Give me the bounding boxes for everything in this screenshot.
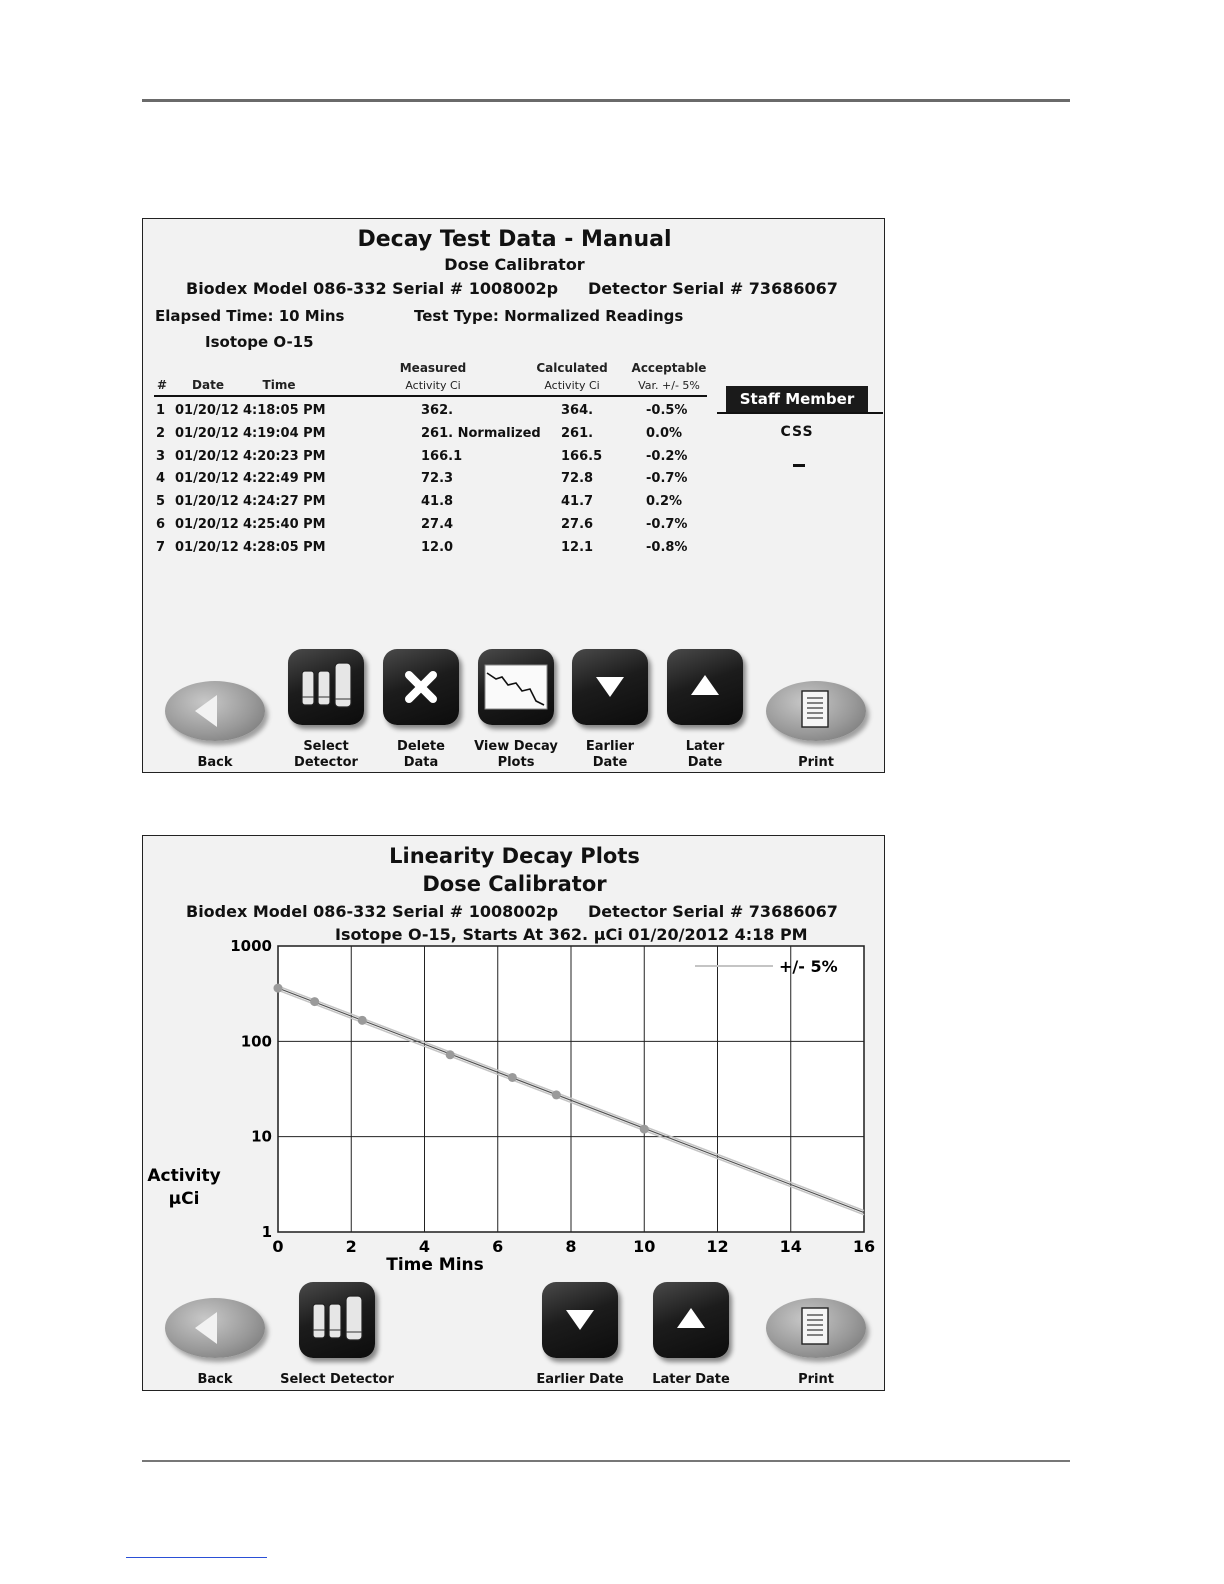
y-tick-label: 1 (261, 1223, 272, 1241)
later-date-label: Later Date (652, 1372, 730, 1387)
cell-calculated: 41.7 (561, 494, 594, 510)
print-button[interactable] (766, 681, 866, 741)
cell-time: 4:20:23 PM (243, 448, 326, 464)
col-header-time: Time (262, 378, 296, 392)
screen-subtitle: Dose Calibrator (444, 255, 585, 274)
cell-variance: -0.2% (646, 448, 688, 464)
cell-date: 01/20/12 (175, 517, 239, 532)
cell-date: 01/20/12 (175, 494, 239, 510)
x-tick-label: 8 (565, 1237, 577, 1256)
detector-serial: Detector Serial # 73686067 (588, 279, 838, 298)
back-label: Back (197, 1372, 233, 1387)
decay-test-screen (142, 218, 885, 773)
y-tick-label: 10 (251, 1127, 272, 1146)
cell-time: 4:25:40 PM (243, 517, 326, 532)
cell-variance: 0.2% (646, 494, 683, 510)
y-axis-unit: µCi (168, 1189, 200, 1209)
earlier-date-label: Earlier Date (536, 1372, 624, 1387)
header-rule (142, 99, 1070, 102)
detector-tubes-icon (299, 1282, 375, 1358)
view-decay-plots-label: View Decay Plots (474, 739, 558, 770)
cell-date: 01/20/12 (175, 425, 239, 441)
x-tick-label: 2 (345, 1237, 357, 1256)
cell-num: 1 (156, 403, 166, 418)
select-detector-label: Select Detector (294, 739, 358, 770)
print-button[interactable] (766, 1298, 866, 1358)
later-date-button[interactable] (653, 1282, 729, 1358)
cell-time: 4:18:05 PM (243, 403, 326, 418)
delete-data-label: Delete Data (397, 739, 445, 770)
test-type: Test Type: Normalized Readings (414, 307, 684, 325)
measured-data-point (358, 1016, 367, 1025)
cell-calculated: 12.1 (561, 539, 594, 555)
detector-tubes-icon (288, 649, 364, 725)
y-tick-label: 1000 (230, 937, 272, 955)
cell-date: 01/20/12 (175, 471, 239, 487)
legend-label: +/- 5% (779, 957, 838, 976)
cell-variance: -0.8% (646, 539, 688, 555)
cell-num: 5 (156, 494, 166, 510)
measured-data-point (508, 1073, 517, 1082)
back-arrow-icon (165, 1298, 265, 1358)
measured-data-point (552, 1090, 561, 1099)
cell-measured: 27.4 (421, 517, 454, 532)
decay-chart (143, 836, 886, 1286)
earlier-date-button[interactable] (542, 1282, 618, 1358)
y-tick-label: 100 (240, 1032, 272, 1051)
back-label: Back (197, 755, 233, 770)
x-tick-label: 6 (492, 1237, 504, 1256)
x-tick-label: 4 (418, 1237, 431, 1256)
x-tick-label: 16 (852, 1237, 876, 1256)
cell-measured: 12.0 (421, 539, 454, 555)
staff-entry-dash (793, 464, 805, 467)
elapsed-time: Elapsed Time: 10 Mins (155, 307, 345, 325)
screen-title: Decay Test Data - Manual (357, 227, 672, 252)
document-icon (766, 1298, 866, 1358)
cell-date: 01/20/12 (175, 448, 239, 464)
cell-num: 6 (156, 517, 166, 532)
cell-variance: -0.5% (646, 403, 688, 418)
select-detector-button[interactable] (299, 1282, 375, 1358)
x-tick-label: 14 (779, 1237, 802, 1256)
select-detector-label: Select Detector (280, 1372, 394, 1387)
view-decay-plots-button[interactable] (478, 649, 554, 725)
later-date-button[interactable] (667, 649, 743, 725)
measured-data-point (274, 984, 283, 993)
cell-date: 01/20/12 (175, 403, 239, 418)
cell-calculated: 27.6 (561, 517, 594, 532)
print-label: Print (798, 1372, 834, 1387)
footer-rule (142, 1460, 1070, 1462)
close-icon (383, 649, 459, 725)
x-tick-label: 0 (272, 1237, 284, 1256)
document-icon (766, 681, 866, 741)
staff-divider (717, 412, 883, 414)
col-header-calculated: Calculated Activity Ci (536, 361, 608, 392)
earlier-date-label: Earlier Date (585, 739, 635, 770)
measured-data-point (446, 1050, 455, 1059)
col-header-date: Date (192, 378, 224, 392)
cell-measured: 362. (421, 403, 454, 418)
cell-num: 7 (156, 539, 166, 555)
detector-serial: Detector Serial # 73686067 (588, 902, 838, 921)
x-tick-label: 10 (633, 1237, 656, 1256)
col-header-measured: Measured Activity Ci (399, 361, 467, 392)
col-header-num: # (156, 378, 168, 392)
arrow-down-icon (572, 649, 648, 725)
x-axis-label: Time Mins (386, 1255, 484, 1275)
cell-time: 4:24:27 PM (243, 494, 326, 510)
table-header-divider (154, 395, 707, 397)
cell-num: 3 (156, 448, 166, 464)
cell-calculated: 364. (561, 403, 594, 418)
staff-member-header: Staff Member (726, 386, 868, 412)
y-axis-label: Activity (147, 1166, 221, 1186)
model-serial: Biodex Model 086-332 Serial # 1008002p (186, 279, 559, 298)
x-tick-label: 12 (706, 1237, 729, 1256)
cell-variance: -0.7% (646, 517, 688, 532)
delete-data-button[interactable] (383, 649, 459, 725)
arrow-up-icon (667, 649, 743, 725)
print-label: Print (798, 755, 834, 770)
cell-measured: 261. Normalized (421, 425, 541, 441)
cell-variance: 0.0% (646, 425, 683, 441)
arrow-up-icon (653, 1282, 729, 1358)
measured-data-point (310, 997, 319, 1006)
earlier-date-button[interactable] (572, 649, 648, 725)
cell-time: 4:22:49 PM (243, 471, 326, 487)
cell-calculated: 261. (561, 425, 594, 441)
arrow-down-icon (542, 1282, 618, 1358)
cell-time: 4:28:05 PM (243, 539, 326, 555)
back-arrow-icon (165, 681, 265, 741)
cell-measured: 166.1 (421, 448, 463, 464)
cell-measured: 72.3 (421, 471, 454, 487)
line-chart-icon (478, 649, 554, 725)
footer-link-underline (126, 1557, 267, 1558)
screen-subtitle: Dose Calibrator (422, 872, 607, 896)
isotope-start-line: Isotope O-15, Starts At 362. µCi 01/20/2012 4:18 PM (335, 925, 808, 944)
decay-plots-screen (142, 835, 885, 1391)
measured-data-point (640, 1125, 649, 1134)
cell-date: 01/20/12 (175, 539, 239, 555)
cell-time: 4:19:04 PM (243, 425, 326, 441)
model-serial: Biodex Model 086-332 Serial # 1008002p (186, 902, 559, 921)
cell-calculated: 72.8 (561, 471, 594, 487)
later-date-label: Later Date (685, 739, 725, 770)
staff-member-value[interactable]: CSS (780, 424, 814, 440)
cell-variance: -0.7% (646, 471, 688, 487)
cell-measured: 41.8 (421, 494, 454, 510)
select-detector-button[interactable] (288, 649, 364, 725)
cell-num: 2 (156, 425, 166, 441)
cell-calculated: 166.5 (561, 448, 603, 464)
col-header-acceptable: Acceptable Var. +/- 5% (631, 361, 707, 392)
screen-title: Linearity Decay Plots (389, 844, 640, 868)
back-button[interactable] (165, 1298, 265, 1358)
cell-num: 4 (156, 471, 166, 487)
isotope: Isotope O-15 (205, 333, 314, 351)
back-button[interactable] (165, 681, 265, 741)
